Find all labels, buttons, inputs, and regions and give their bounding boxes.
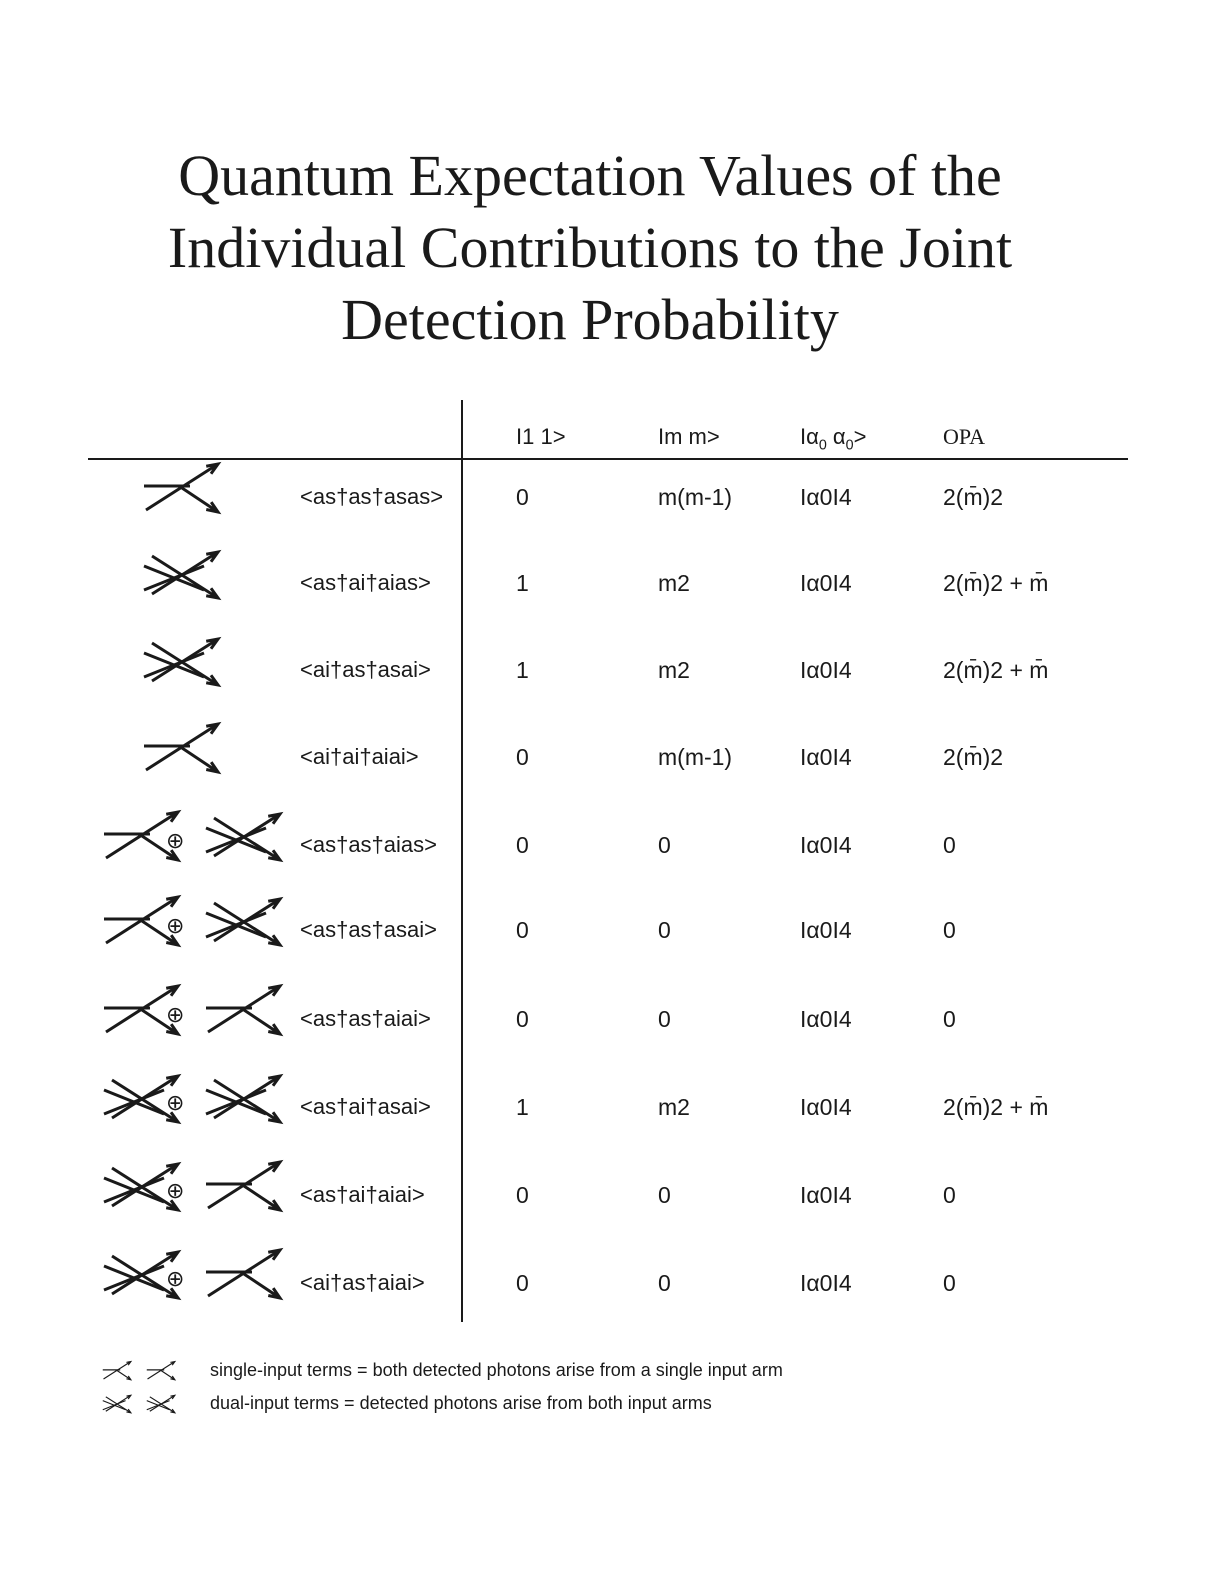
value-Imm: m2 xyxy=(658,657,690,683)
value-OPA: 2(m̄)2 + m̄ xyxy=(943,1094,1049,1120)
value-Imm: m(m-1) xyxy=(658,744,733,770)
column-header-4: OPA xyxy=(943,424,985,449)
dual-input-diagram-icon xyxy=(142,546,222,606)
value-OPA: 2(m̄)2 xyxy=(943,484,1004,510)
value-Imm: m2 xyxy=(658,570,690,596)
value-alpha: Iα0I4 xyxy=(800,744,852,770)
value-I11: 0 xyxy=(516,1006,529,1032)
dual-input-diagram-icon xyxy=(204,808,284,868)
value-OPA: 0 xyxy=(943,1270,956,1296)
feynman-diagram xyxy=(96,893,276,963)
value-I11: 1 xyxy=(516,1094,529,1120)
value-alpha: Iα0I4 xyxy=(800,1006,852,1032)
value-alpha: Iα0I4 xyxy=(800,570,852,596)
value-alpha: Iα0I4 xyxy=(800,917,852,943)
expectation-expression: <ai†as†asai> xyxy=(300,657,431,682)
legend-dual xyxy=(100,1391,1000,1423)
value-alpha: Iα0I4 xyxy=(800,1182,852,1208)
dual-input-diagram-icon xyxy=(204,893,284,953)
value-I11: 1 xyxy=(516,657,529,683)
value-OPA: 0 xyxy=(943,1006,956,1032)
feynman-diagram xyxy=(96,460,276,530)
feynman-diagram xyxy=(96,720,276,790)
dual-input-diagram-icon xyxy=(142,633,222,693)
expectation-expression: <as†as†aias> xyxy=(300,832,437,857)
legend-dual-text: dual-input terms = detected photons arise from both input arms xyxy=(210,1393,712,1413)
oplus-icon: ⊕ xyxy=(166,828,185,853)
oplus-icon: ⊕ xyxy=(166,1266,185,1291)
value-Imm: 0 xyxy=(658,1270,671,1296)
feynman-diagram xyxy=(96,982,276,1052)
expectation-expression: <ai†ai†aiai> xyxy=(300,744,419,769)
legend-single-text: single-input terms = both detected photons arise from a single input arm xyxy=(210,1360,783,1380)
single-input-diagram-icon xyxy=(142,460,222,520)
value-Imm: m2 xyxy=(658,1094,690,1120)
oplus-icon: ⊕ xyxy=(166,1002,185,1027)
value-alpha: Iα0I4 xyxy=(800,657,852,683)
page-title xyxy=(0,140,1180,356)
dual-input-diagram-icon xyxy=(204,1070,284,1130)
value-OPA: 0 xyxy=(943,832,956,858)
feynman-diagram xyxy=(96,546,276,616)
value-OPA: 2(m̄)2 xyxy=(943,744,1004,770)
value-OPA: 2(m̄)2 + m̄ xyxy=(943,657,1049,683)
legend-single xyxy=(100,1358,1000,1390)
dual-input-legend-icon xyxy=(100,1391,195,1423)
expectation-expression: <as†ai†asai> xyxy=(300,1094,431,1119)
expectation-expression: <as†as†aiai> xyxy=(300,1006,431,1031)
expectation-expression: <as†ai†aiai> xyxy=(300,1182,425,1207)
value-OPA: 0 xyxy=(943,917,956,943)
single-input-diagram-icon xyxy=(204,982,284,1042)
value-I11: 1 xyxy=(516,570,529,596)
value-I11: 0 xyxy=(516,484,529,510)
column-header-2: Im m> xyxy=(658,424,720,449)
title-line-3: Detection Probability xyxy=(341,287,839,352)
single-input-legend-icon xyxy=(100,1358,195,1390)
value-Imm: 0 xyxy=(658,1006,671,1032)
value-I11: 0 xyxy=(516,744,529,770)
value-OPA: 2(m̄)2 + m̄ xyxy=(943,570,1049,596)
oplus-icon: ⊕ xyxy=(166,913,185,938)
title-line-2: Individual Contributions to the Joint xyxy=(167,215,1013,280)
value-Imm: 0 xyxy=(658,917,671,943)
single-input-diagram-icon xyxy=(142,720,222,780)
single-input-diagram-icon xyxy=(204,1246,284,1306)
expectation-expression: <as†as†asas> xyxy=(300,484,444,509)
oplus-icon: ⊕ xyxy=(166,1178,185,1203)
table-row xyxy=(0,1268,1224,1354)
feynman-diagram xyxy=(96,1246,276,1316)
oplus-icon: ⊕ xyxy=(166,1090,185,1115)
title-line-1: Quantum Expectation Values of the xyxy=(178,143,1002,208)
value-alpha: Iα0I4 xyxy=(800,484,852,510)
single-input-diagram-icon xyxy=(204,1158,284,1218)
feynman-diagram xyxy=(96,808,276,878)
value-I11: 0 xyxy=(516,1270,529,1296)
expectation-expression: <ai†as†aiai> xyxy=(300,1270,425,1295)
column-header-3: $I\alpha_0$ $\alpha_0>$ xyxy=(800,424,867,454)
value-Imm: 0 xyxy=(658,1182,671,1208)
value-alpha: Iα0I4 xyxy=(800,832,852,858)
value-OPA: 0 xyxy=(943,1182,956,1208)
feynman-diagram xyxy=(96,1158,276,1228)
expectation-expression: <as†as†asai> xyxy=(300,917,437,942)
value-I11: 0 xyxy=(516,1182,529,1208)
feynman-diagram xyxy=(96,633,276,703)
value-I11: 0 xyxy=(516,917,529,943)
expectation-expression: <as†ai†aias> xyxy=(300,570,431,595)
column-header-1: I1 1> xyxy=(516,424,566,449)
value-alpha: Iα0I4 xyxy=(800,1270,852,1296)
feynman-diagram xyxy=(96,1070,276,1140)
value-Imm: m(m-1) xyxy=(658,484,733,510)
value-Imm: 0 xyxy=(658,832,671,858)
value-I11: 0 xyxy=(516,832,529,858)
value-alpha: Iα0I4 xyxy=(800,1094,852,1120)
